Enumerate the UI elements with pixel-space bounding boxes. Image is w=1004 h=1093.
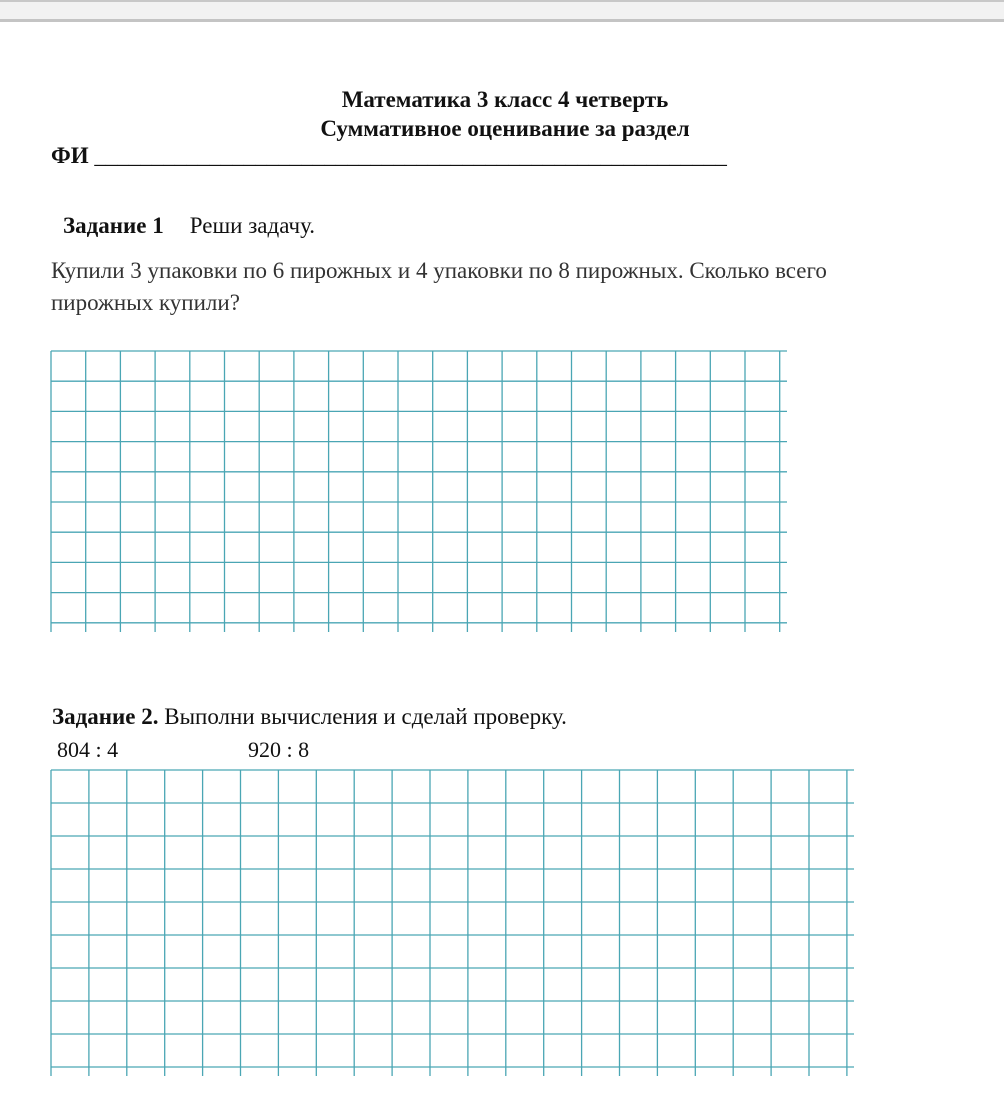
name-blank[interactable]: _______________________________________________________ [94, 143, 727, 168]
expression-1: 804 : 4 [57, 737, 119, 762]
expression-2: 920 : 8 [248, 737, 310, 762]
task1-label: Задание 1 [63, 213, 164, 238]
name-label: ФИ _______________________________________________________ [51, 143, 727, 168]
task1-instruction: Реши задачу. [189, 213, 316, 238]
task1-text-line1: Купили 3 упаковки по 6 пирожных и 4 упаковки по 8 пирожных. Сколько всего [51, 258, 827, 283]
page-title: Математика 3 класс 4 четверть [341, 87, 669, 112]
task2-label: Задание 2. [52, 704, 159, 729]
page-subtitle: Суммативное оценивание за раздел [320, 116, 690, 141]
task1-text-line2: пирожных купили? [51, 290, 240, 315]
task2-instruction: Выполни вычисления и сделай проверку. [164, 704, 567, 729]
